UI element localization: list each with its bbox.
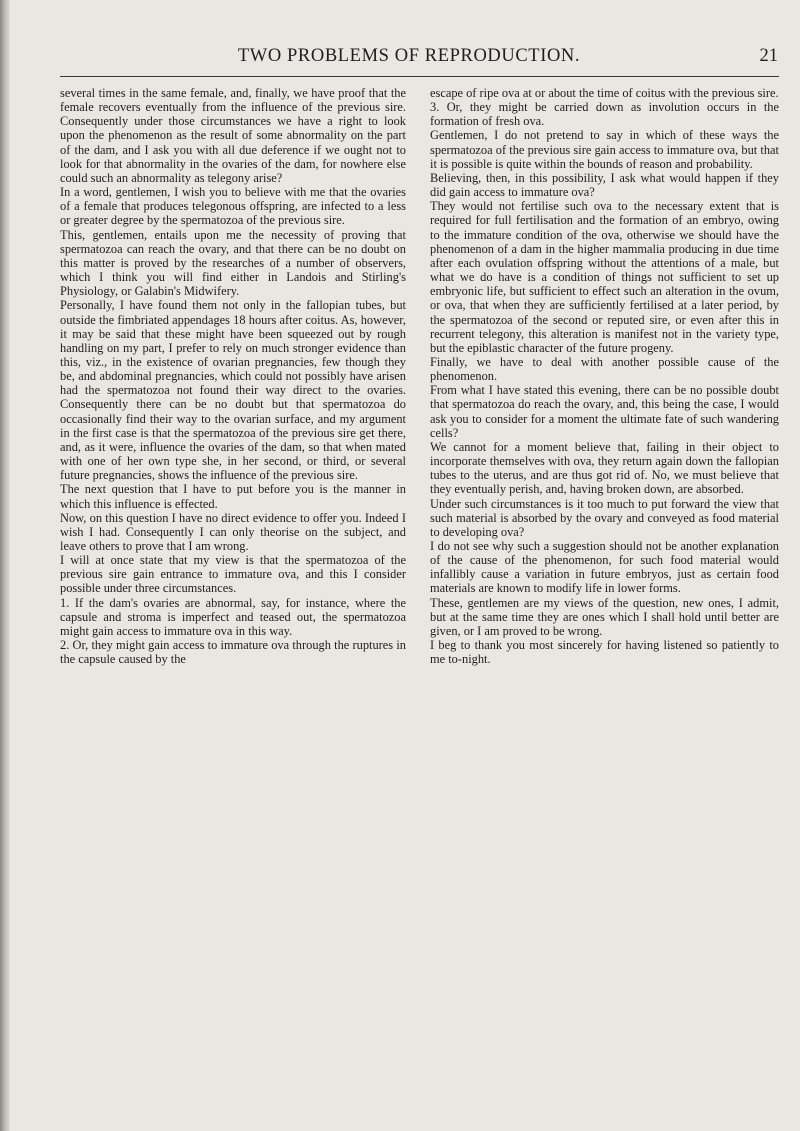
paragraph: These, gentlemen are my views of the question, new ones, I admit, but at the same time they are ones which I shall hold until better are given, or I am proved to be wrong. <box>430 595 779 638</box>
page-header <box>40 46 778 76</box>
paragraph: I do not see why such a suggestion should not be another explanation of the cause of the phenomenon, for such food material would infallibly cause a variation in future embryos, just as certain food materials are known to modify life in lower forms. <box>430 539 779 596</box>
paragraph: 3. Or, they might be carried down as involution occurs in the formation of fresh ova. <box>430 100 779 129</box>
paragraph: Gentlemen, I do not pretend to say in which of these ways the spermatozoa of the previous sire gain access to immature ova, but that it is possible is quite within the bounds of reason and probability. <box>430 128 779 171</box>
paragraph: The next question that I have to put before you is the manner in which this influence is effected. <box>60 482 406 511</box>
paragraph: In a word, gentlemen, I wish you to believe with me that the ovaries of a female that produces telegonous offspring, are infected to a less or greater degree by the spermatozoa of the previous sire. <box>60 185 406 228</box>
paragraph: Under such circumstances is it too much to put forward the view that such material is absorbed by the ovary and conveyed as food material to developing ova? <box>430 496 779 539</box>
paragraph: They would not fertilise such ova to the necessary extent that is required for full fertilisation and the formation of an embryo, owing to the immature condition of the ova, otherwise we should have the phenomenon of a dam in the higher mammalia producing in due time after each ovulation offspring without the attentions of a male, but what we do have is a condition of things not sufficient to set up embryonic life, but sufficient to effect such an alteration in the ovum, or ova, that when they are sufficiently fertilised at a later period, by the spermatozoa of the second or reputed sire, or even after this in recurrent telegony, this alteration is manifest not in the variety type, but the epiblastic character of the future progeny. <box>430 199 779 355</box>
right-column <box>430 86 779 666</box>
paragraph: escape of ripe ova at or about the time of coitus with the previous sire. <box>430 86 779 100</box>
running-title: TWO PROBLEMS OF REPRODUCTION. <box>237 46 581 66</box>
paragraph: This, gentlemen, entails upon me the necessity of proving that spermatozoa can reach the ovary, and that there can be no doubt on this matter is proved by the researches of a number of observers, which I think you will find either in Landois and Stirling's Physiology, or Galabin's Midwifery. <box>60 227 406 299</box>
paragraph: 2. Or, they might gain access to immature ova through the ruptures in the capsule caused by the <box>60 638 406 667</box>
paragraph: Now, on this question I have no direct evidence to offer you. Indeed I wish I had. Consequently I can only theorise on the subject, and leave others to prove that I am wrong. <box>60 510 406 553</box>
book-spine-shadow <box>0 0 10 1131</box>
paragraph: 1. If the dam's ovaries are abnormal, say, for instance, where the capsule and stroma is imperfect and teased out, the spermatozoa might gain access to immature ova in this way. <box>60 595 406 638</box>
paragraph: I beg to thank you most sincerely for having listened so patiently to me to-night. <box>430 638 779 667</box>
paragraph: Believing, then, in this possibility, I ask what would happen if they did gain access to immature ova? <box>430 170 779 200</box>
paragraph: several times in the same female, and, finally, we have proof that the female recovers eventually from the influence of the previous sire. Consequently under those circumstances we have a right to look upon the phenomenon as the result of some abnormality on the part of the dam, and I ask you with all due deference if we ought not to look for that abnormality in the ovaries of the dam, for nowhere else could such an abnormality as telegony arise? <box>60 86 406 185</box>
paragraph: From what I have stated this evening, there can be no possible doubt that spermatozoa do reach the ovary, and, this being the case, I would ask you to consider for a moment the ultimate fate of such wandering cells? <box>430 383 779 440</box>
paragraph: Personally, I have found them not only in the fallopian tubes, but outside the fimbriated appendages 18 hours after coitus. As, however, it may be said that these might have been squeezed out by rough handling on my part, I prefer to rely on much stronger evidence than this, viz., in the existence of ovarian pregnancies, few though they be, and abdominal pregnancies, which could not possibly have arisen had the spermatozoa not found their way direct to the ovaries. Consequently there can be no doubt but that spermatozoa do occasionally find their way to the ovarian surface, and my argument in the first case is that the spermatozoa of the previous sire get there, and, as it were, influence the ovaries of the dam, so that when mated with one of her own type she, in her second, or third, or several future pregnancies, shows the influence of the previous sire. <box>60 298 406 483</box>
paragraph: We cannot for a moment believe that, failing in their object to incorporate themselves with ova, they return again down the fallopian tubes to the uterus, and are thus got rid of. No, we must believe that they eventually perish, and, having broken down, are absorbed. <box>430 439 779 497</box>
header-rule <box>60 76 779 77</box>
page-number: 21 <box>759 46 778 66</box>
paragraph: I will at once state that my view is that the spermatozoa of the previous sire gain entrance to immature ova, and this I consider possible under three circumstances. <box>60 553 406 596</box>
paragraph: Finally, we have to deal with another possible cause of the phenomenon. <box>430 354 779 384</box>
left-column <box>60 86 406 666</box>
